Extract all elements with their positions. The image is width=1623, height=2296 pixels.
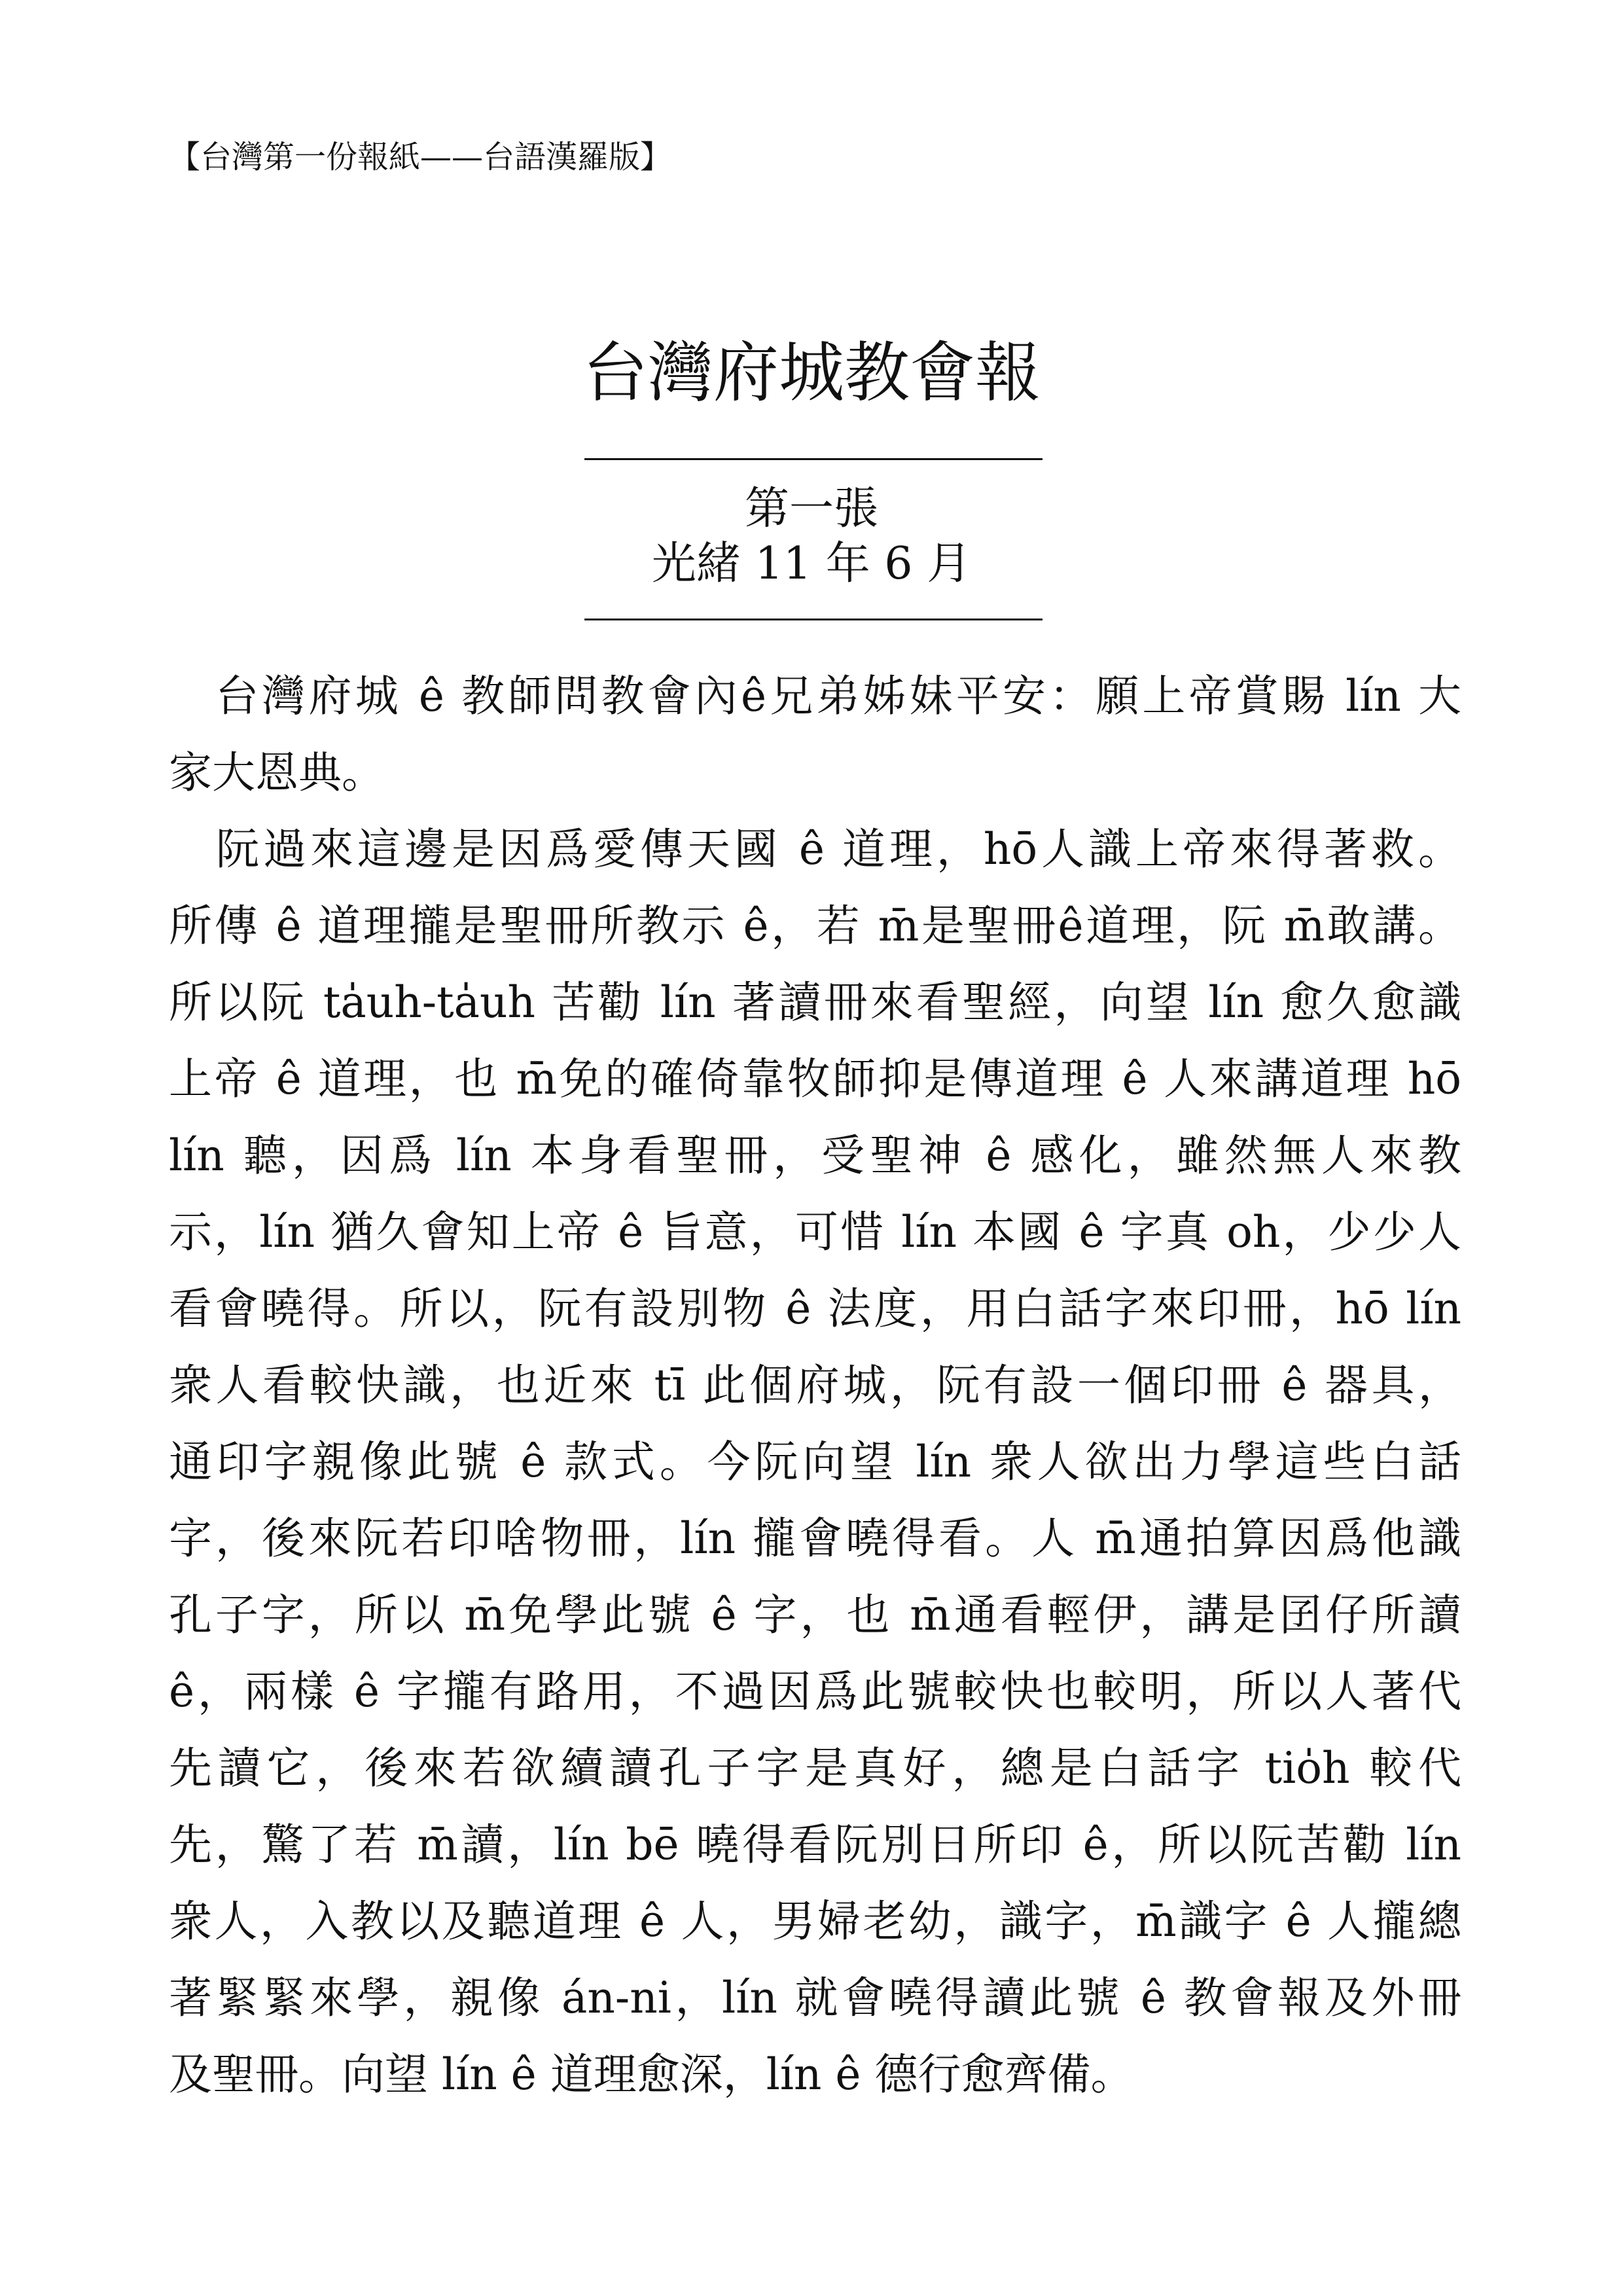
article-body	[169, 658, 1461, 2113]
text-line: 先，驚了若 m̄讀，lín bē 曉得看阮別日所印 ê，所以阮苦勸 lín	[169, 1820, 1461, 1870]
text-line: ê，兩樣 ê 字攏有路用，不過因爲此號較快也較明，所以人著代	[169, 1666, 1461, 1717]
newspaper-title: 台灣府城教會報	[582, 334, 1041, 411]
text-line: 衆人看較快識，也近來 tī 此個府城，阮有設一個印冊 ê 器具，	[169, 1360, 1461, 1410]
text-line: 孔子字，所以 m̄免學此號 ê 字，也 m̄通看輕伊，講是囝仔所讀	[169, 1590, 1461, 1640]
running-header: 【台灣第一份報紙——台語漢羅版】	[169, 139, 672, 175]
text-line: 阮過來這邊是因爲愛傳天國 ê 道理，hō人識上帝來得著救。	[169, 824, 1461, 874]
title-rule-bottom	[584, 619, 1043, 620]
text-line: 所傳 ê 道理攏是聖冊所教示 ê，若 m̄是聖冊ê道理，阮 m̄敢講。	[169, 901, 1461, 951]
text-line: 通印字親像此號 ê 款式。今阮向望 lín 衆人欲出力學這些白話	[169, 1437, 1461, 1487]
text-line: 所以阮 ta̍uh-ta̍uh 苦勸 lín 著讀冊來看聖經，向望 lín 愈久愈識	[169, 977, 1461, 1028]
text-line: 著緊緊來學，親像 án-ni，lín 就會曉得讀此號 ê 教會報及外冊	[169, 1973, 1461, 2023]
text-line: 台灣府城 ê 教師問教會內ê兄弟姊妹平安：願上帝賞賜 lín 大	[169, 671, 1461, 721]
title-rule-top	[584, 458, 1043, 460]
text-line: 看會曉得。所以，阮有設別物 ê 法度，用白話字來印冊，hō lín	[169, 1283, 1461, 1334]
text-line: 示，lín 猶久會知上帝 ê 旨意，可惜 lín 本國 ê 字真 oh，少少人	[169, 1207, 1461, 1257]
issue-date: 光緒 11 年 6 月	[651, 538, 972, 590]
text-line: 上帝 ê 道理，也 m̄免的確倚靠牧師抑是傳道理 ê 人來講道理 hō	[169, 1054, 1461, 1104]
text-line: 衆人，入教以及聽道理 ê 人，男婦老幼，識字，m̄識字 ê 人攏總	[169, 1896, 1461, 1946]
issue-sheet: 第一張	[744, 483, 878, 535]
text-line: 家大恩典。	[169, 747, 385, 798]
text-line: 及聖冊。向望 lín ê 道理愈深，lín ê 德行愈齊備。	[169, 2049, 1134, 2100]
text-line: 字，後來阮若印啥物冊，lín 攏會曉得看。人 m̄通拍算因爲他識	[169, 1513, 1461, 1564]
text-line: lín 聽，因爲 lín 本身看聖冊，受聖神 ê 感化，雖然無人來教	[169, 1130, 1461, 1181]
text-line: 先讀它，後來若欲續讀孔子字是真好，總是白話字 tio̍h 較代	[169, 1743, 1461, 1793]
